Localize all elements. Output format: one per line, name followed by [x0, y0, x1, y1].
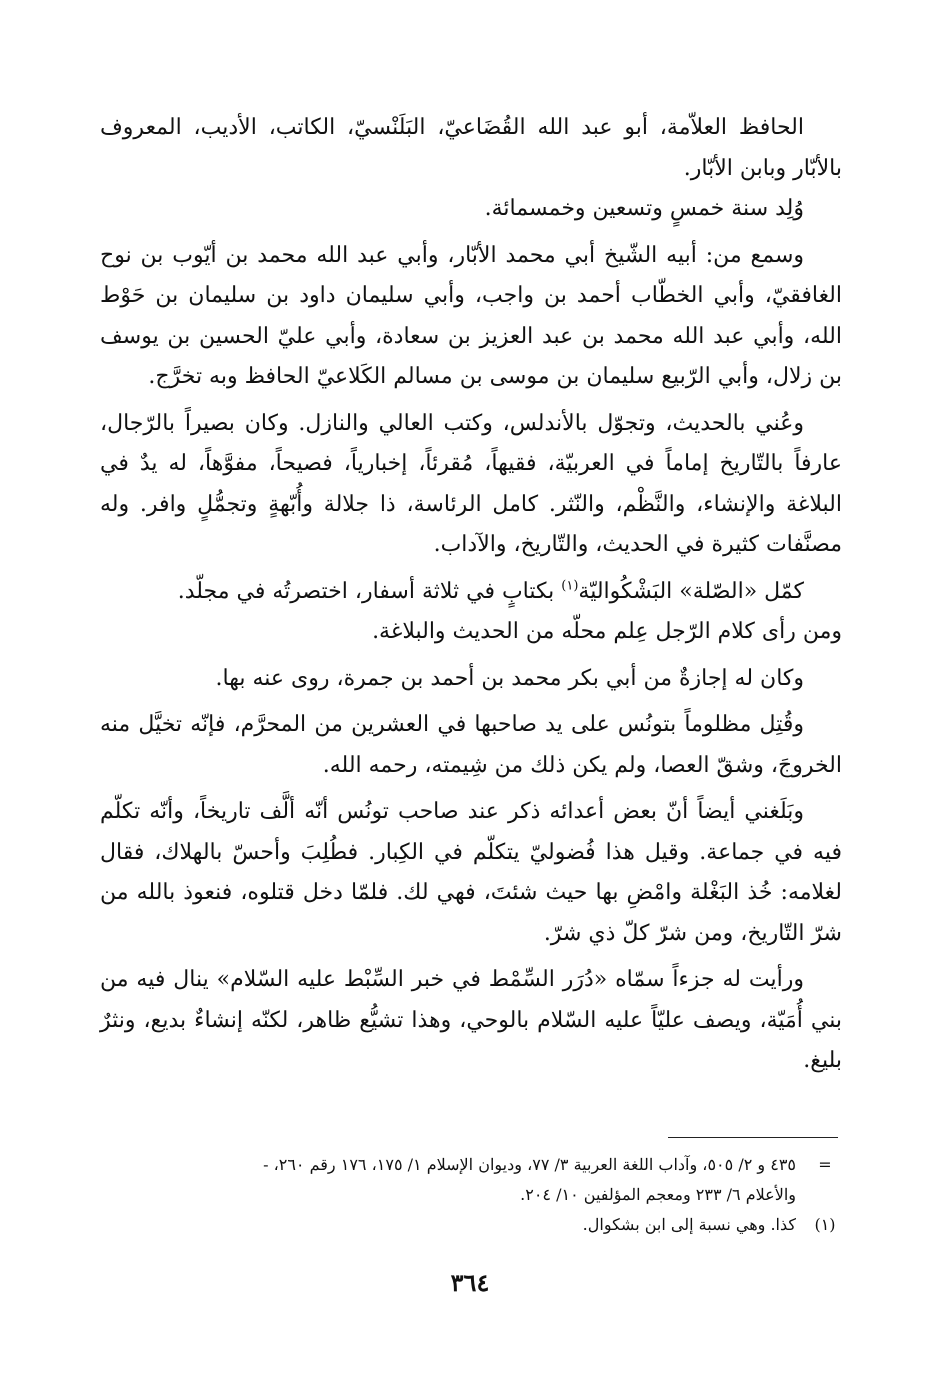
footnotes — [100, 1150, 842, 1240]
paragraph-judgment: ومن رأى كلام الرّجل عِلم محلّه من الحديث والبلاغة. — [372, 619, 842, 644]
continuation-line-2: والأعلام ٦/ ٢٣٣ ومعجم المؤلفين ١٠/ ٢٠٤. — [520, 1185, 796, 1204]
footnote-1-text: كذا. وهي نسبة إلى ابن بشكوال. — [582, 1215, 796, 1234]
footnote-separator — [668, 1137, 838, 1138]
footnote-1-mark: (١) — [814, 1215, 836, 1234]
paragraph-anecdote: وبَلَغني أيضاً أنّ بعض أعدائه ذكر عند صاحب تونُس أنّه ألَّف تاريخاً، وأنّه تكلّم فيه في جماعة. وقيل هذا فُضوليّ يتكلّم في الكِبار. فطُلِبَ وأحسّ بالهلاك، فقال لغلامه: خُذ البَغْلة وامْضِ بها حيث شئتَ، فهي لك. فلمّا دخل قتلوه، فنعوذ بالله من شرّ التّاريخ، ومن شرّ كلّ ذي شرّ. — [100, 799, 842, 946]
continuation-mark: = — [818, 1155, 832, 1174]
paragraph-scholarship: وعُني بالحديث، وتجوّل بالأندلس، وكتب العالي والنازل. وكان بصيراً بالرّجال، عارفاً بالتّاريخ إماماً في العربيّة، فقيهاً، مُقرئاً، إخبارياً، فصيحاً، مفوَّهاً، له يدٌ في البلاغة والإنشاء، والنَّظْم، والنّثر. كامل الرئاسة، ذا جلالة وأُبّهةٍ وتجمُّلٍ وافر. وله مصنَّفات كثيرة في الحديث، والتّاريخ، والآداب. — [100, 410, 842, 557]
works-text-end: بكتابٍ في ثلاثة أسفار، اختصرتُه في مجلّد. — [177, 578, 562, 604]
footnote-continuation — [100, 1150, 842, 1180]
page-number: ٣٦٤ — [450, 1268, 490, 1297]
paragraph-biography-intro: الحافظ العلاّمة، أبو عبد الله القُضَاعيّ، البَلَنْسيّ، الكاتب، الأديب، المعروف بالأبّار وبابن الأبّار. — [100, 115, 842, 181]
paragraph-death: وقُتِل مظلوماً بتونُس على يد صاحبها في العشرين من المحرَّم، فإنّه تخيَّل منه الخروجَ، وشقّ العصا، ولم يكن ذلك من شِيمته، رحمه الله. — [100, 712, 842, 778]
paragraph-works — [100, 572, 842, 613]
footnote-reference-1: (١) — [561, 578, 579, 594]
paragraph-birth: وُلِد سنة خمسٍ وتسعين وخمسمائة. — [484, 196, 804, 221]
paragraph-ijaza: وكان له إجازةٌ من أبي بكر محمد بن أحمد بن جمرة، روى عنه بها. — [215, 665, 804, 691]
works-text-start: كمّل «الصّلة» البَشْكُواليّة — [578, 578, 804, 604]
paragraph-teachers: وسمع من: أبيه الشّيخ أبي محمد الأبّار، وأبي عبد الله محمد بن أيّوب بن نوح الغافقيّ، وأبي الخطّاب أحمد بن واجب، وأبي سليمان داود بن سليمان بن حَوْط الله، وأبي عبد الله محمد بن عبد العزيز بن سعادة، وأبي عليّ الحسين بن يوسف بن زلال، وأبي الرّبيع سليمان بن موسى بن مسالم الكَلاعيّ الحافظ وبه تخرَّج. — [100, 242, 842, 389]
main-text — [100, 108, 842, 1082]
continuation-line-1: ٤٣٥ و ٢/ ٥٠٥، وآداب اللغة العربية ٣/ ٧٧، وديوان الإسلام ١/ ١٧٥، ١٧٦ رقم ٢٦٠، - — [263, 1155, 796, 1174]
paragraph-treatise: ورأيت له جزءاً سمّاه «دُرَر السِّمْط في خبر السِّبْط عليه السّلام» ينال فيه من بني أُمَيّة، ويصف عليّاً عليه السّلام بالوحي، وهذا تشيُّع ظاهر، لكنّه إنشاءٌ بديع، ونثرٌ بليغ. — [100, 967, 842, 1073]
footnote-1 — [100, 1210, 842, 1240]
